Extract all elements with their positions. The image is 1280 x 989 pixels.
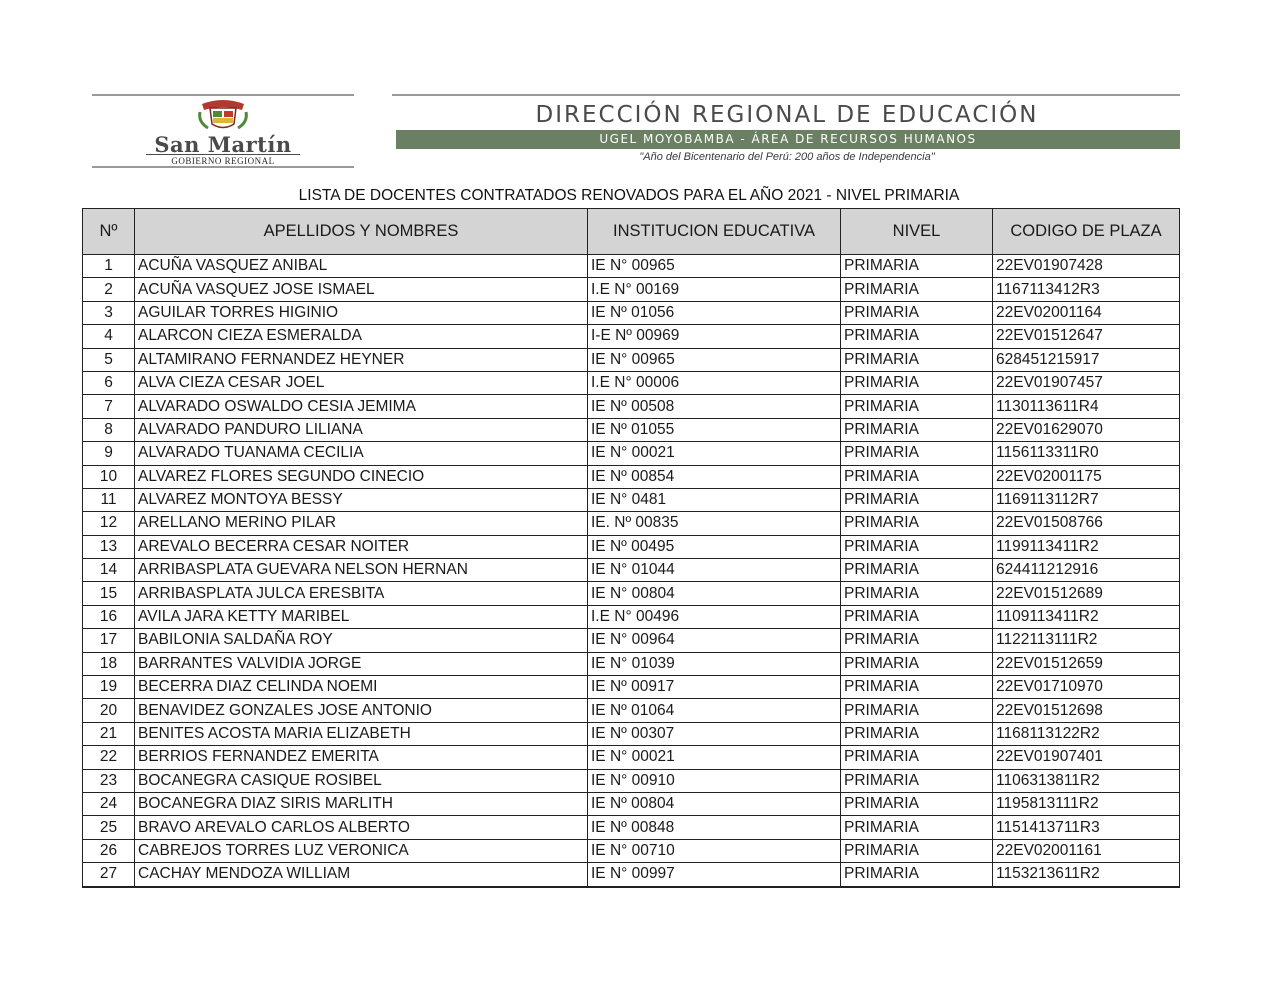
- institution-cell: IE Nº 00495: [588, 535, 841, 558]
- table-row: [83, 605, 1180, 628]
- code-cell: 1168113122R2: [993, 722, 1180, 745]
- name-cell: BARRANTES VALVIDIA JORGE: [135, 652, 588, 675]
- level-cell: PRIMARIA: [841, 559, 993, 582]
- table-row: [83, 792, 1180, 815]
- code-cell: 22EV02001164: [993, 301, 1180, 324]
- code-cell: 22EV01512647: [993, 325, 1180, 348]
- institution-cell: I.E N° 00006: [588, 371, 841, 394]
- table-row: [83, 582, 1180, 605]
- row-number-cell: 8: [83, 418, 135, 441]
- level-cell: PRIMARIA: [841, 605, 993, 628]
- row-number-cell: 6: [83, 371, 135, 394]
- row-number-cell: 5: [83, 348, 135, 371]
- level-cell: PRIMARIA: [841, 395, 993, 418]
- name-cell: ARELLANO MERINO PILAR: [135, 512, 588, 535]
- table-row: [83, 722, 1180, 745]
- institution-cell: IE Nº 01056: [588, 301, 841, 324]
- row-number-cell: 19: [83, 676, 135, 699]
- row-number-cell: 23: [83, 769, 135, 792]
- row-number-cell: 27: [83, 863, 135, 887]
- institution-cell: IE N° 00997: [588, 863, 841, 887]
- institution-cell: IE N° 00710: [588, 839, 841, 862]
- row-number-cell: 13: [83, 535, 135, 558]
- level-cell: PRIMARIA: [841, 582, 993, 605]
- row-number-cell: 10: [83, 465, 135, 488]
- row-number-cell: 15: [83, 582, 135, 605]
- name-cell: AGUILAR TORRES HIGINIO: [135, 301, 588, 324]
- level-cell: PRIMARIA: [841, 371, 993, 394]
- table-header-row: [83, 209, 1180, 255]
- code-cell: 22EV01512689: [993, 582, 1180, 605]
- name-cell: ALVARADO TUANAMA CECILIA: [135, 442, 588, 465]
- row-number-cell: 1: [83, 255, 135, 278]
- name-cell: ALVARADO PANDURO LILIANA: [135, 418, 588, 441]
- level-cell: PRIMARIA: [841, 535, 993, 558]
- row-number-cell: 11: [83, 488, 135, 511]
- level-cell: PRIMARIA: [841, 278, 993, 301]
- code-cell: 22EV01907457: [993, 371, 1180, 394]
- table-row: [83, 418, 1180, 441]
- name-cell: BERRIOS FERNANDEZ EMERITA: [135, 746, 588, 769]
- institution-cell: IE N° 00965: [588, 255, 841, 278]
- table-row: [83, 488, 1180, 511]
- table-row: [83, 325, 1180, 348]
- table-row: [83, 816, 1180, 839]
- level-cell: PRIMARIA: [841, 839, 993, 862]
- code-cell: 22EV01629070: [993, 418, 1180, 441]
- institution-cell: I.E N° 00169: [588, 278, 841, 301]
- dre-title: DIRECCIÓN REGIONAL DE EDUCACIÓN: [535, 102, 1039, 128]
- row-number-cell: 16: [83, 605, 135, 628]
- col-header-code: CODIGO DE PLAZA: [993, 209, 1180, 255]
- institution-cell: IE Nº 01064: [588, 699, 841, 722]
- row-number-cell: 7: [83, 395, 135, 418]
- logo-title: San Martín: [154, 132, 292, 157]
- row-number-cell: 9: [83, 442, 135, 465]
- table-row: [83, 746, 1180, 769]
- name-cell: BABILONIA SALDAÑA ROY: [135, 629, 588, 652]
- institution-cell: I.E N° 00496: [588, 605, 841, 628]
- name-cell: BRAVO AREVALO CARLOS ALBERTO: [135, 816, 588, 839]
- table-row: [83, 255, 1180, 278]
- level-cell: PRIMARIA: [841, 746, 993, 769]
- row-number-cell: 14: [83, 559, 135, 582]
- table-row: [83, 863, 1180, 887]
- institution-cell: IE Nº 00508: [588, 395, 841, 418]
- table-row: [83, 839, 1180, 862]
- table-row: [83, 301, 1180, 324]
- code-cell: 1122113111R2: [993, 629, 1180, 652]
- table-row: [83, 442, 1180, 465]
- code-cell: 22EV02001161: [993, 839, 1180, 862]
- name-cell: ALVAREZ MONTOYA BESSY: [135, 488, 588, 511]
- code-cell: 1167113412R3: [993, 278, 1180, 301]
- name-cell: BENAVIDEZ GONZALES JOSE ANTONIO: [135, 699, 588, 722]
- level-cell: PRIMARIA: [841, 676, 993, 699]
- institution-cell: IE N° 00964: [588, 629, 841, 652]
- table-row: [83, 512, 1180, 535]
- code-cell: 22EV01512659: [993, 652, 1180, 675]
- row-number-cell: 12: [83, 512, 135, 535]
- institution-cell: IE N° 01039: [588, 652, 841, 675]
- level-cell: PRIMARIA: [841, 863, 993, 887]
- code-cell: 22EV01512698: [993, 699, 1180, 722]
- name-cell: ACUÑA VASQUEZ JOSE ISMAEL: [135, 278, 588, 301]
- name-cell: BOCANEGRA CASIQUE ROSIBEL: [135, 769, 588, 792]
- table-body: [83, 255, 1180, 887]
- institution-cell: IE Nº 00848: [588, 816, 841, 839]
- name-cell: AVILA JARA KETTY MARIBEL: [135, 605, 588, 628]
- level-cell: PRIMARIA: [841, 512, 993, 535]
- institution-cell: IE Nº 00804: [588, 792, 841, 815]
- level-cell: PRIMARIA: [841, 629, 993, 652]
- table-row: [83, 676, 1180, 699]
- level-cell: PRIMARIA: [841, 442, 993, 465]
- institution-cell: IE N° 0481: [588, 488, 841, 511]
- code-cell: 1169113112R7: [993, 488, 1180, 511]
- col-header-level: NIVEL: [841, 209, 993, 255]
- table-row: [83, 699, 1180, 722]
- code-cell: 22EV02001175: [993, 465, 1180, 488]
- logo-bottom-rule: [92, 166, 354, 168]
- list-title: LISTA DE DOCENTES CONTRATADOS RENOVADOS PARA EL AÑO 2021 - NIVEL PRIMARIA: [298, 187, 960, 204]
- institution-cell: IE N° 00965: [588, 348, 841, 371]
- code-cell: 1106313811R2: [993, 769, 1180, 792]
- dre-banner: [392, 88, 1182, 172]
- level-cell: PRIMARIA: [841, 465, 993, 488]
- table-row: [83, 371, 1180, 394]
- table-row: [83, 769, 1180, 792]
- name-cell: CABREJOS TORRES LUZ VERONICA: [135, 839, 588, 862]
- institution-cell: IE. Nº 00835: [588, 512, 841, 535]
- ugel-band: UGEL MOYOBAMBA - ÁREA DE RECURSOS HUMANOS: [396, 130, 1180, 149]
- row-number-cell: 4: [83, 325, 135, 348]
- row-number-cell: 2: [83, 278, 135, 301]
- level-cell: PRIMARIA: [841, 769, 993, 792]
- name-cell: ALTAMIRANO FERNANDEZ HEYNER: [135, 348, 588, 371]
- institution-cell: IE N° 01044: [588, 559, 841, 582]
- level-cell: PRIMARIA: [841, 325, 993, 348]
- institution-cell: IE N° 00021: [588, 442, 841, 465]
- document-header: [88, 88, 1182, 174]
- code-cell: 1151413711R3: [993, 816, 1180, 839]
- level-cell: PRIMARIA: [841, 348, 993, 371]
- institution-cell: I-E Nº 00969: [588, 325, 841, 348]
- institution-cell: IE Nº 01055: [588, 418, 841, 441]
- table-row: [83, 278, 1180, 301]
- row-number-cell: 3: [83, 301, 135, 324]
- name-cell: ARRIBASPLATA JULCA ERESBITA: [135, 582, 588, 605]
- level-cell: PRIMARIA: [841, 488, 993, 511]
- code-cell: 1199113411R2: [993, 535, 1180, 558]
- table-row: [83, 629, 1180, 652]
- row-number-cell: 25: [83, 816, 135, 839]
- level-cell: PRIMARIA: [841, 816, 993, 839]
- code-cell: 1109113411R2: [993, 605, 1180, 628]
- code-cell: 628451215917: [993, 348, 1180, 371]
- code-cell: 1130113611R4: [993, 395, 1180, 418]
- code-cell: 22EV01508766: [993, 512, 1180, 535]
- motto-text: "Año del Bicentenario del Perú: 200 años de Independencia": [639, 151, 935, 163]
- table-row: [83, 348, 1180, 371]
- table-row: [83, 465, 1180, 488]
- teachers-table: [82, 208, 1180, 888]
- level-cell: PRIMARIA: [841, 301, 993, 324]
- code-cell: 1156113311R0: [993, 442, 1180, 465]
- institution-cell: IE Nº 00917: [588, 676, 841, 699]
- banner-top-rule: [392, 94, 1180, 96]
- code-cell: 22EV01710970: [993, 676, 1180, 699]
- row-number-cell: 20: [83, 699, 135, 722]
- row-number-cell: 18: [83, 652, 135, 675]
- col-header-name: APELLIDOS Y NOMBRES: [135, 209, 588, 255]
- name-cell: ALVA CIEZA CESAR JOEL: [135, 371, 588, 394]
- institution-cell: IE N° 00804: [588, 582, 841, 605]
- code-cell: 1195813111R2: [993, 792, 1180, 815]
- name-cell: ARRIBASPLATA GUEVARA NELSON HERNAN: [135, 559, 588, 582]
- name-cell: ALVAREZ FLORES SEGUNDO CINECIO: [135, 465, 588, 488]
- row-number-cell: 22: [83, 746, 135, 769]
- table-row: [83, 652, 1180, 675]
- san-martin-logo: [88, 88, 358, 172]
- institution-cell: IE N° 00910: [588, 769, 841, 792]
- logo-top-rule: [92, 94, 354, 96]
- col-header-number: Nº: [83, 209, 135, 255]
- name-cell: BOCANEGRA DIAZ SIRIS MARLITH: [135, 792, 588, 815]
- name-cell: ACUÑA VASQUEZ ANIBAL: [135, 255, 588, 278]
- table-row: [83, 535, 1180, 558]
- institution-cell: IE N° 00021: [588, 746, 841, 769]
- level-cell: PRIMARIA: [841, 722, 993, 745]
- code-cell: 22EV01907428: [993, 255, 1180, 278]
- name-cell: AREVALO BECERRA CESAR NOITER: [135, 535, 588, 558]
- table-row: [83, 395, 1180, 418]
- name-cell: ALARCON CIEZA ESMERALDA: [135, 325, 588, 348]
- row-number-cell: 17: [83, 629, 135, 652]
- code-cell: 624411212916: [993, 559, 1180, 582]
- crest-icon: [196, 98, 250, 132]
- name-cell: ALVARADO OSWALDO CESIA JEMIMA: [135, 395, 588, 418]
- name-cell: BECERRA DIAZ CELINDA NOEMI: [135, 676, 588, 699]
- code-cell: 22EV01907401: [993, 746, 1180, 769]
- row-number-cell: 26: [83, 839, 135, 862]
- row-number-cell: 21: [83, 722, 135, 745]
- level-cell: PRIMARIA: [841, 418, 993, 441]
- table-row: [83, 559, 1180, 582]
- logo-subtitle: GOBIERNO REGIONAL: [146, 154, 300, 166]
- institution-cell: IE Nº 00854: [588, 465, 841, 488]
- row-number-cell: 24: [83, 792, 135, 815]
- institution-cell: IE Nº 00307: [588, 722, 841, 745]
- name-cell: BENITES ACOSTA MARIA ELIZABETH: [135, 722, 588, 745]
- col-header-institution: INSTITUCION EDUCATIVA: [588, 209, 841, 255]
- name-cell: CACHAY MENDOZA WILLIAM: [135, 863, 588, 887]
- level-cell: PRIMARIA: [841, 255, 993, 278]
- level-cell: PRIMARIA: [841, 792, 993, 815]
- level-cell: PRIMARIA: [841, 699, 993, 722]
- code-cell: 1153213611R2: [993, 863, 1180, 887]
- level-cell: PRIMARIA: [841, 652, 993, 675]
